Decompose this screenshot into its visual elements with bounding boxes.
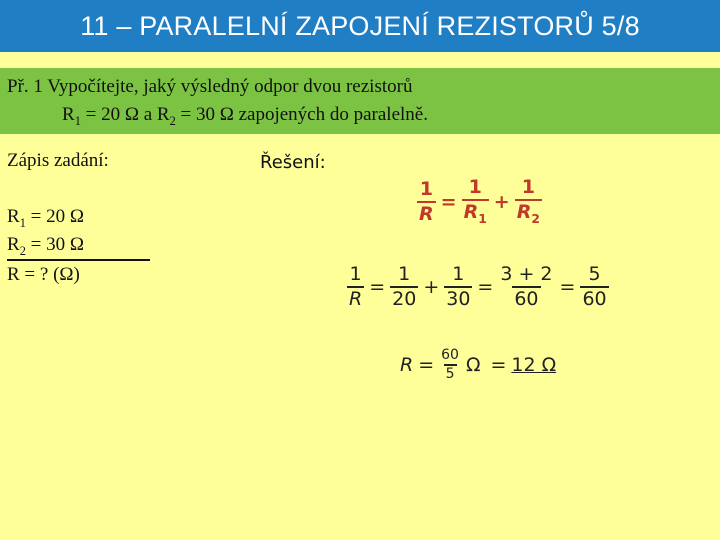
calc-term-b: $\frac{1}{30}$ [446,263,471,310]
given-r2-value: = 30 Ω [25,234,84,255]
task-r2-label: R [156,104,170,125]
formula-term-2: $\frac{1}{R_2}$ [516,176,540,226]
given-heading: Zápis zadání: [7,150,109,171]
given-r1 [7,206,84,231]
given-r2-label: R [7,234,20,255]
task-r2-value: = 30 Ω zapojených do paralelně. [175,104,428,125]
parallel-formula: $\frac{1}{R}$ = $\frac{1}{R_1}$ + $\frac{1}{R_2}$ [419,176,540,226]
formula-lhs: $\frac{1}{R}$ [419,177,434,225]
solution-heading: Řešení: [260,152,326,173]
title-bar [0,0,720,52]
slide-title: 11 – PARALELNÍ ZAPOJENÍ REZISTORŮ 5/8 [80,10,640,41]
calc-lhs: $\frac{1}{R}$ [349,263,363,310]
given-r1-sub: 1 [19,215,26,230]
calc-term-a: $\frac{1}{20}$ [392,263,417,310]
task-r2-sub: 2 [169,113,176,128]
formula-term-1: $\frac{1}{R_1}$ [463,176,487,226]
given-r1-value: = 20 Ω [25,206,84,227]
given-r1-label: R [7,206,20,227]
task-line-1: Př. 1 Vypočítejte, jaký výsledný odpor dvou rezistorů [7,76,413,97]
result-row: R = $\frac{60}{5}$ Ω = 12 Ω [400,347,557,383]
result-unit: Ω [465,354,481,377]
result-answer: 12 Ω [511,353,557,376]
task-line-2 [62,104,428,129]
calculation-row: $\frac{1}{R}$ = $\frac{1}{20}$ + $\frac{1}{30}$ = $\frac{3 + 2}{60}$ = $\frac{5}{60}$ [349,263,607,310]
given-divider [7,259,150,261]
given-r2 [7,234,84,259]
calc-term-d: $\frac{5}{60}$ [582,263,607,310]
result-lhs: R [400,353,414,376]
calc-term-c: $\frac{3 + 2}{60}$ [500,263,553,310]
task-r1-sub: 1 [74,113,81,128]
task-band [0,68,720,134]
given-r2-sub: 2 [19,243,26,258]
task-r1-label: R [62,104,75,125]
task-r1-value: = 20 Ω a [80,104,157,125]
result-fraction: $\frac{60}{5}$ [441,347,459,383]
given-unknown: R = ? (Ω) [7,264,80,285]
